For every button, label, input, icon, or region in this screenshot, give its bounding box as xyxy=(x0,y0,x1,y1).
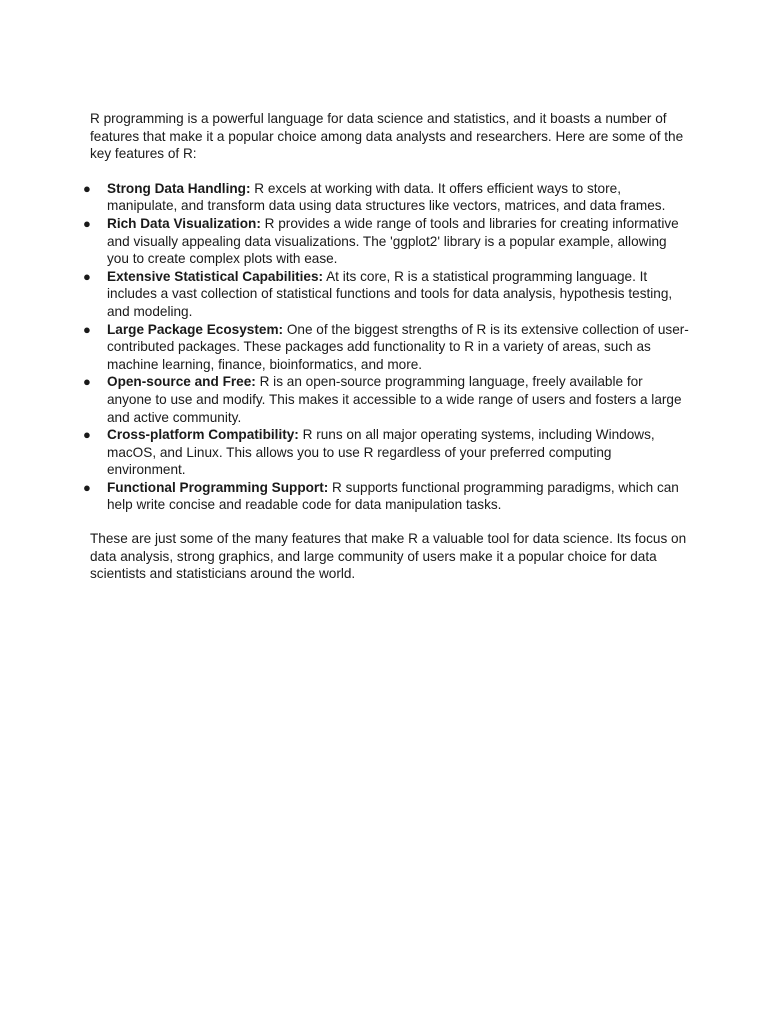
bullet-icon: ● xyxy=(83,374,91,390)
feature-title: Rich Data Visualization: xyxy=(107,215,261,231)
feature-title: Open-source and Free: xyxy=(107,374,256,390)
feature-text: R excels at working with data. It offers efficient ways to store, manipulate, and transform data using data structures like vectors, matrices, and data frames. xyxy=(107,180,666,214)
feature-text: R supports functional programming paradigms, which can help write concise and readable code for data manipulation tasks. xyxy=(107,479,679,513)
feature-title: Cross-platform Compatibility: xyxy=(107,427,299,443)
bullet-icon: ● xyxy=(83,479,91,495)
intro-paragraph: R programming is a powerful language for data science and statistics, and it boasts a number of features that make it a popular choice among data analysts and researchers. Here are some of the key features of R: xyxy=(90,111,684,162)
bullet-icon: ● xyxy=(83,321,91,337)
list-item xyxy=(83,479,690,514)
list-item xyxy=(83,321,690,374)
feature-title: Extensive Statistical Capabilities: xyxy=(107,268,324,284)
bullet-icon: ● xyxy=(83,268,91,284)
feature-text: One of the biggest strengths of R is its extensive collection of user-contributed packages. These packages add functionality to R in a variety of areas, such as machine learning, finance, bioinformatics, and more. xyxy=(107,321,689,372)
outro-paragraph: These are just some of the many features that make R a valuable tool for data science. Its focus on data analysis, strong graphics, and large community of users make it a popular choice for data scientists and statisticians around the world. xyxy=(90,531,687,582)
feature-text: R runs on all major operating systems, including Windows, macOS, and Linux. This allows you to use R regardless of your preferred computing environment. xyxy=(107,427,655,478)
feature-text: R is an open-source programming language, freely available for anyone to use and modify. This makes it accessible to a wide range of users and fosters a large and active community. xyxy=(107,374,682,425)
feature-text: R provides a wide range of tools and libraries for creating informative and visually appealing data visualizations. The 'ggplot2' library is a popular example, allowing you to create complex plots with ease. xyxy=(107,215,679,267)
list-item xyxy=(83,426,690,479)
bullet-icon: ● xyxy=(83,215,91,231)
list-item xyxy=(83,268,690,321)
features-list xyxy=(83,180,690,514)
feature-text: At its core, R is a statistical programming language. It includes a vast collection of statistical functions and tools for data analysis, hypothesis testing, and modeling. xyxy=(107,268,673,319)
list-item xyxy=(83,180,690,215)
bullet-icon: ● xyxy=(83,180,91,196)
feature-title: Large Package Ecosystem: xyxy=(107,321,284,337)
list-item xyxy=(83,373,690,426)
list-item xyxy=(83,215,690,268)
feature-title: Functional Programming Support: xyxy=(107,479,329,495)
document-page xyxy=(83,110,690,583)
feature-title: Strong Data Handling: xyxy=(107,180,251,196)
bullet-icon: ● xyxy=(83,427,91,443)
